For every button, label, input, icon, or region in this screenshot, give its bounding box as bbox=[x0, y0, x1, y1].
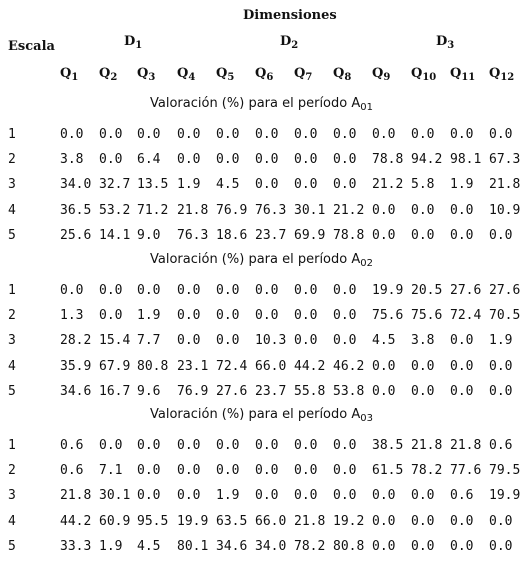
scale-value: 1 bbox=[8, 283, 16, 298]
percentage-cell: 21.8 bbox=[450, 438, 482, 453]
question-letter: Q bbox=[177, 66, 189, 81]
percentage-cell: 7.1 bbox=[99, 463, 123, 479]
scale-value: 1 bbox=[8, 438, 16, 453]
percentage-cell: 28.2 bbox=[60, 333, 92, 349]
scale-value: 3 bbox=[8, 333, 16, 349]
question-header bbox=[489, 66, 514, 82]
question-header bbox=[294, 66, 312, 82]
percentage-cell: 63.5 bbox=[216, 513, 248, 529]
percentage-cell: 1.9 bbox=[137, 308, 161, 324]
percentage-cell: 0.0 bbox=[333, 333, 357, 349]
period-caption bbox=[150, 96, 373, 112]
percentage-cell: 0.0 bbox=[216, 463, 240, 479]
percentage-cell: 0.0 bbox=[177, 488, 201, 504]
percentage-cell: 19.9 bbox=[489, 488, 521, 504]
question-header bbox=[411, 66, 436, 82]
period-caption-subscript: 01 bbox=[360, 102, 373, 113]
percentage-cell: 15.4 bbox=[99, 333, 131, 349]
percentage-cell: 0.0 bbox=[294, 308, 318, 324]
percentage-cell: 4.5 bbox=[216, 177, 240, 193]
dimension-subscript: 2 bbox=[291, 40, 299, 51]
percentage-cell: 18.6 bbox=[216, 227, 248, 243]
percentage-cell: 0.0 bbox=[411, 383, 435, 399]
percentage-cell: 0.0 bbox=[99, 308, 123, 324]
percentage-cell: 0.0 bbox=[177, 463, 201, 479]
percentage-cell: 53.2 bbox=[99, 202, 131, 218]
percentage-cell: 0.0 bbox=[411, 513, 435, 529]
percentage-cell: 23.1 bbox=[177, 358, 209, 374]
percentage-cell: 75.6 bbox=[372, 308, 404, 324]
question-letter: Q bbox=[372, 66, 384, 81]
percentage-cell: 38.5 bbox=[372, 438, 404, 453]
dimension-header bbox=[124, 34, 142, 50]
dimension-letter: D bbox=[436, 34, 448, 49]
percentage-cell: 27.6 bbox=[489, 283, 521, 298]
percentage-cell: 0.0 bbox=[372, 358, 396, 374]
percentage-cell: 78.8 bbox=[372, 152, 404, 168]
percentage-cell: 0.6 bbox=[60, 463, 84, 479]
percentage-cell: 0.6 bbox=[60, 438, 84, 453]
percentage-cell: 21.8 bbox=[294, 513, 326, 529]
question-header bbox=[216, 66, 234, 82]
percentage-cell: 78.2 bbox=[411, 463, 443, 479]
percentage-cell: 27.6 bbox=[450, 283, 482, 298]
scale-value: 4 bbox=[8, 358, 16, 374]
dimension-subscript: 1 bbox=[135, 40, 143, 51]
percentage-cell: 16.7 bbox=[99, 383, 131, 399]
question-header bbox=[99, 66, 117, 82]
percentage-cell: 20.5 bbox=[411, 283, 443, 298]
percentage-cell: 0.0 bbox=[450, 358, 474, 374]
percentage-cell: 0.0 bbox=[255, 488, 279, 504]
percentage-cell: 0.0 bbox=[411, 538, 435, 554]
percentage-cell: 0.0 bbox=[60, 283, 84, 298]
question-letter: Q bbox=[411, 66, 423, 81]
percentage-cell: 0.0 bbox=[99, 127, 123, 142]
percentage-cell: 0.0 bbox=[411, 202, 435, 218]
percentage-cell: 0.0 bbox=[333, 177, 357, 193]
scale-value: 5 bbox=[8, 227, 16, 243]
percentage-cell: 34.6 bbox=[60, 383, 92, 399]
percentage-cell: 34.0 bbox=[255, 538, 287, 554]
percentage-cell: 94.2 bbox=[411, 152, 443, 168]
percentage-cell: 0.6 bbox=[489, 438, 513, 453]
dimension-header bbox=[280, 34, 298, 50]
percentage-cell: 0.0 bbox=[294, 463, 318, 479]
percentage-cell: 67.3 bbox=[489, 152, 521, 168]
question-subscript: 8 bbox=[344, 72, 352, 83]
percentage-cell: 0.0 bbox=[372, 227, 396, 243]
percentage-cell: 1.9 bbox=[99, 538, 123, 554]
percentage-cell: 23.7 bbox=[255, 383, 287, 399]
percentage-cell: 19.9 bbox=[372, 283, 404, 298]
question-subscript: 7 bbox=[305, 72, 313, 83]
dimension-letter: D bbox=[280, 34, 292, 49]
percentage-cell: 0.0 bbox=[294, 283, 318, 298]
percentage-cell: 0.0 bbox=[255, 127, 279, 142]
question-letter: Q bbox=[216, 66, 228, 81]
percentage-cell: 0.0 bbox=[450, 513, 474, 529]
percentage-cell: 0.0 bbox=[333, 438, 357, 453]
percentage-cell: 0.0 bbox=[372, 202, 396, 218]
percentage-cell: 0.0 bbox=[294, 177, 318, 193]
percentage-cell: 0.0 bbox=[137, 283, 161, 298]
scale-value: 5 bbox=[8, 383, 16, 399]
percentage-cell: 0.0 bbox=[255, 152, 279, 168]
percentage-cell: 55.8 bbox=[294, 383, 326, 399]
period-caption-text: Valoración (%) para el período A bbox=[150, 96, 361, 111]
percentage-cell: 14.1 bbox=[99, 227, 131, 243]
percentage-cell: 0.0 bbox=[99, 438, 123, 453]
percentage-cell: 0.0 bbox=[489, 227, 513, 243]
percentage-cell: 21.8 bbox=[60, 488, 92, 504]
percentage-cell: 46.2 bbox=[333, 358, 365, 374]
percentage-cell: 0.0 bbox=[489, 127, 513, 142]
percentage-cell: 0.0 bbox=[216, 438, 240, 453]
percentage-cell: 23.7 bbox=[255, 227, 287, 243]
percentage-cell: 33.3 bbox=[60, 538, 92, 554]
percentage-cell: 0.0 bbox=[177, 308, 201, 324]
scale-value: 2 bbox=[8, 152, 16, 168]
percentage-cell: 72.4 bbox=[216, 358, 248, 374]
percentage-cell: 7.7 bbox=[137, 333, 161, 349]
period-caption-subscript: 03 bbox=[360, 413, 373, 424]
percentage-cell: 0.0 bbox=[255, 177, 279, 193]
percentage-cell: 0.0 bbox=[99, 152, 123, 168]
percentage-cell: 9.6 bbox=[137, 383, 161, 399]
percentage-cell: 0.0 bbox=[137, 438, 161, 453]
question-letter: Q bbox=[60, 66, 72, 81]
percentage-cell: 19.9 bbox=[177, 513, 209, 529]
percentage-cell: 1.9 bbox=[450, 177, 474, 193]
percentage-cell: 4.5 bbox=[372, 333, 396, 349]
percentage-cell: 80.8 bbox=[137, 358, 169, 374]
question-subscript: 12 bbox=[500, 72, 515, 83]
question-header bbox=[177, 66, 195, 82]
percentage-cell: 21.8 bbox=[411, 438, 443, 453]
percentage-cell: 0.0 bbox=[333, 308, 357, 324]
question-subscript: 4 bbox=[188, 72, 196, 83]
period-caption-text: Valoración (%) para el período A bbox=[150, 252, 361, 267]
percentage-cell: 61.5 bbox=[372, 463, 404, 479]
question-subscript: 3 bbox=[148, 72, 156, 83]
question-subscript: 6 bbox=[266, 72, 274, 83]
percentage-cell: 0.0 bbox=[450, 383, 474, 399]
percentage-cell: 0.0 bbox=[216, 127, 240, 142]
percentage-cell: 44.2 bbox=[60, 513, 92, 529]
percentage-cell: 70.5 bbox=[489, 308, 521, 324]
period-caption-subscript: 02 bbox=[360, 258, 373, 269]
percentage-cell: 0.0 bbox=[294, 488, 318, 504]
dimension-letter: D bbox=[124, 34, 136, 49]
percentage-cell: 36.5 bbox=[60, 202, 92, 218]
percentage-cell: 0.0 bbox=[372, 383, 396, 399]
percentage-cell: 76.3 bbox=[255, 202, 287, 218]
scale-value: 3 bbox=[8, 177, 16, 193]
question-letter: Q bbox=[255, 66, 267, 81]
percentage-cell: 0.0 bbox=[411, 358, 435, 374]
percentage-cell: 0.0 bbox=[294, 438, 318, 453]
scale-value: 4 bbox=[8, 513, 16, 529]
question-subscript: 1 bbox=[71, 72, 79, 83]
percentage-cell: 0.0 bbox=[60, 127, 84, 142]
percentage-cell: 0.0 bbox=[294, 127, 318, 142]
question-header bbox=[137, 66, 155, 82]
percentage-cell: 0.0 bbox=[294, 152, 318, 168]
percentage-cell: 0.0 bbox=[255, 283, 279, 298]
question-header bbox=[60, 66, 78, 82]
percentage-cell: 0.0 bbox=[333, 463, 357, 479]
percentage-cell: 0.0 bbox=[255, 308, 279, 324]
question-header bbox=[333, 66, 351, 82]
percentage-cell: 0.0 bbox=[333, 127, 357, 142]
percentage-cell: 0.0 bbox=[489, 538, 513, 554]
question-header bbox=[372, 66, 390, 82]
question-letter: Q bbox=[333, 66, 345, 81]
question-letter: Q bbox=[450, 66, 462, 81]
question-header bbox=[450, 66, 475, 82]
percentage-cell: 0.0 bbox=[372, 488, 396, 504]
question-letter: Q bbox=[99, 66, 111, 81]
percentage-cell: 60.9 bbox=[99, 513, 131, 529]
percentage-cell: 76.3 bbox=[177, 227, 209, 243]
dimension-subscript: 3 bbox=[447, 40, 455, 51]
percentage-cell: 21.2 bbox=[333, 202, 365, 218]
scale-value: 4 bbox=[8, 202, 16, 218]
percentage-cell: 95.5 bbox=[137, 513, 169, 529]
percentage-cell: 0.0 bbox=[216, 308, 240, 324]
period-caption bbox=[150, 252, 373, 268]
scale-value: 2 bbox=[8, 463, 16, 479]
question-subscript: 11 bbox=[461, 72, 476, 83]
percentage-cell: 76.9 bbox=[177, 383, 209, 399]
percentage-cell: 6.4 bbox=[137, 152, 161, 168]
percentage-cell: 0.0 bbox=[177, 152, 201, 168]
percentage-cell: 72.4 bbox=[450, 308, 482, 324]
percentage-cell: 0.0 bbox=[372, 513, 396, 529]
percentage-cell: 0.0 bbox=[216, 333, 240, 349]
percentage-cell: 80.1 bbox=[177, 538, 209, 554]
percentage-cell: 66.0 bbox=[255, 358, 287, 374]
percentage-cell: 21.8 bbox=[177, 202, 209, 218]
scale-value: 2 bbox=[8, 308, 16, 324]
percentage-cell: 0.0 bbox=[489, 383, 513, 399]
percentage-cell: 0.0 bbox=[255, 438, 279, 453]
percentage-cell: 0.0 bbox=[137, 127, 161, 142]
percentage-cell: 1.3 bbox=[60, 308, 84, 324]
percentage-cell: 0.0 bbox=[177, 438, 201, 453]
percentage-cell: 0.0 bbox=[450, 333, 474, 349]
percentage-cell: 10.9 bbox=[489, 202, 521, 218]
percentage-cell: 75.6 bbox=[411, 308, 443, 324]
percentage-cell: 0.0 bbox=[450, 202, 474, 218]
percentage-cell: 0.0 bbox=[372, 127, 396, 142]
percentage-cell: 53.8 bbox=[333, 383, 365, 399]
percentage-cell: 3.8 bbox=[411, 333, 435, 349]
question-header bbox=[255, 66, 273, 82]
question-subscript: 5 bbox=[227, 72, 235, 83]
percentage-cell: 98.1 bbox=[450, 152, 482, 168]
percentage-cell: 1.9 bbox=[177, 177, 201, 193]
table-title: Dimensiones bbox=[243, 8, 337, 23]
percentage-cell: 3.8 bbox=[60, 152, 84, 168]
question-subscript: 2 bbox=[110, 72, 118, 83]
percentage-cell: 77.6 bbox=[450, 463, 482, 479]
question-subscript: 9 bbox=[383, 72, 391, 83]
percentage-cell: 0.0 bbox=[411, 227, 435, 243]
percentage-cell: 0.0 bbox=[216, 283, 240, 298]
percentage-cell: 34.6 bbox=[216, 538, 248, 554]
percentage-cell: 69.9 bbox=[294, 227, 326, 243]
percentage-cell: 21.2 bbox=[372, 177, 404, 193]
percentage-cell: 13.5 bbox=[137, 177, 169, 193]
percentage-cell: 0.0 bbox=[489, 358, 513, 374]
question-letter: Q bbox=[137, 66, 149, 81]
percentage-cell: 0.0 bbox=[255, 463, 279, 479]
percentage-cell: 0.0 bbox=[333, 152, 357, 168]
percentage-cell: 44.2 bbox=[294, 358, 326, 374]
percentage-cell: 21.8 bbox=[489, 177, 521, 193]
percentage-cell: 66.0 bbox=[255, 513, 287, 529]
period-caption-text: Valoración (%) para el período A bbox=[150, 407, 361, 422]
percentage-cell: 27.6 bbox=[216, 383, 248, 399]
percentage-cell: 5.8 bbox=[411, 177, 435, 193]
scale-value: 1 bbox=[8, 127, 16, 142]
percentage-cell: 1.9 bbox=[216, 488, 240, 504]
percentage-cell: 4.5 bbox=[137, 538, 161, 554]
percentage-cell: 0.0 bbox=[372, 538, 396, 554]
percentage-cell: 35.9 bbox=[60, 358, 92, 374]
percentage-cell: 78.2 bbox=[294, 538, 326, 554]
percentage-cell: 10.3 bbox=[255, 333, 287, 349]
percentage-cell: 0.0 bbox=[177, 283, 201, 298]
percentage-cell: 0.0 bbox=[177, 127, 201, 142]
percentage-cell: 0.0 bbox=[450, 538, 474, 554]
period-caption bbox=[150, 407, 373, 423]
percentage-cell: 80.8 bbox=[333, 538, 365, 554]
percentage-cell: 76.9 bbox=[216, 202, 248, 218]
percentage-cell: 34.0 bbox=[60, 177, 92, 193]
dimension-header bbox=[436, 34, 454, 50]
percentage-cell: 0.0 bbox=[216, 152, 240, 168]
percentage-cell: 9.0 bbox=[137, 227, 161, 243]
percentage-cell: 0.0 bbox=[294, 333, 318, 349]
question-subscript: 10 bbox=[422, 72, 437, 83]
percentage-cell: 30.1 bbox=[294, 202, 326, 218]
percentage-cell: 0.0 bbox=[333, 283, 357, 298]
scale-value: 5 bbox=[8, 538, 16, 554]
percentage-cell: 67.9 bbox=[99, 358, 131, 374]
percentage-cell: 1.9 bbox=[489, 333, 513, 349]
percentage-cell: 0.0 bbox=[489, 513, 513, 529]
scale-value: 3 bbox=[8, 488, 16, 504]
percentage-cell: 30.1 bbox=[99, 488, 131, 504]
percentage-cell: 71.2 bbox=[137, 202, 169, 218]
percentage-cell: 0.0 bbox=[411, 488, 435, 504]
percentage-cell: 0.0 bbox=[333, 488, 357, 504]
percentage-cell: 32.7 bbox=[99, 177, 131, 193]
percentage-cell: 0.6 bbox=[450, 488, 474, 504]
question-letter: Q bbox=[294, 66, 306, 81]
percentage-cell: 0.0 bbox=[99, 283, 123, 298]
percentage-cell: 79.5 bbox=[489, 463, 521, 479]
percentage-cell: 0.0 bbox=[411, 127, 435, 142]
percentage-cell: 0.0 bbox=[137, 463, 161, 479]
scale-column-header: Escala bbox=[8, 39, 55, 54]
question-letter: Q bbox=[489, 66, 501, 81]
percentage-cell: 0.0 bbox=[450, 227, 474, 243]
percentage-cell: 0.0 bbox=[450, 127, 474, 142]
percentage-cell: 0.0 bbox=[137, 488, 161, 504]
percentage-cell: 25.6 bbox=[60, 227, 92, 243]
percentage-cell: 19.2 bbox=[333, 513, 365, 529]
percentage-cell: 78.8 bbox=[333, 227, 365, 243]
percentage-cell: 0.0 bbox=[177, 333, 201, 349]
